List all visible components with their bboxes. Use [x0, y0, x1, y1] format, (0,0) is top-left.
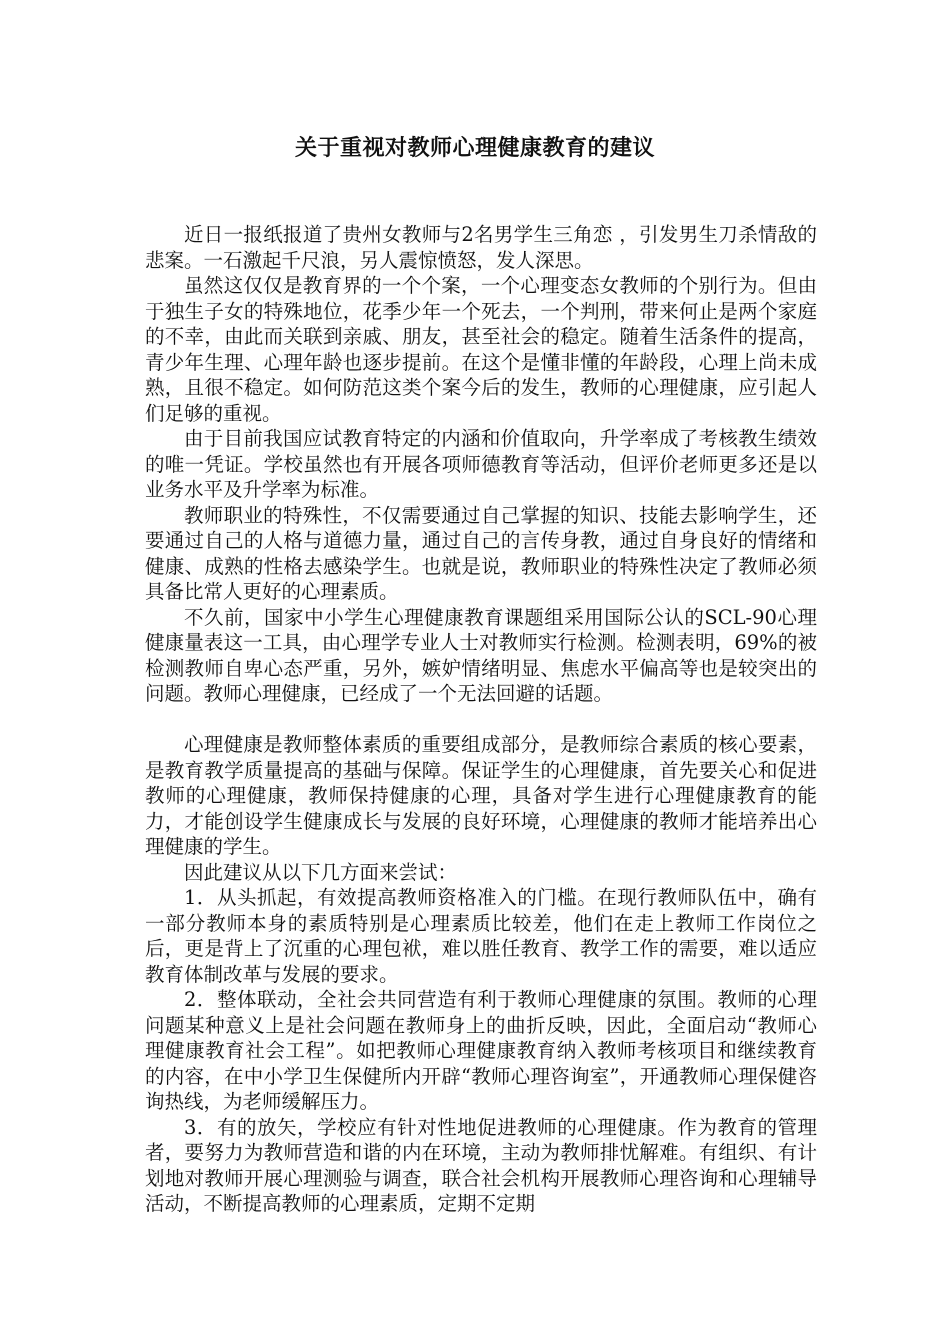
paragraph-case: 虽然这仅仅是教育界的一个个案，一个心理变态女教师的个别行为。但由于独生子女的特殊地位，花季少年一个死去，一个判刑，带来何止是两个家庭的不幸，由此而关联到亲戚、朋友，甚至社会的稳定。随着生活条件的提高，青少年生理、心理年龄也逐步提前。在这个是懂非懂的年龄段，心理上尚未成熟，且很不稳定。如何防范这类个案今后的发生，教师的心理健康，应引起人们足够的重视。 [145, 274, 817, 425]
paragraph-importance: 心理健康是教师整体素质的重要组成部分，是教师综合素质的核心要素，是教育教学质量提高的基础与保障。保证学生的心理健康，首先要关心和促进教师的心理健康，教师保持健康的心理，具备对学生进行心理健康教育的能力，才能创设学生健康成长与发展的良好环境，心理健康的教师才能培养出心理健康的学生。 [145, 733, 817, 858]
document-body [145, 222, 817, 1217]
paragraph-suggestion-1: 1．从头抓起，有效提高教师资格准入的门槛。在现行教师队伍中，确有一部分教师本身的素质特别是心理素质比较差，他们在走上教师工作岗位之后，更是背上了沉重的心理包袱，难以胜任教育、教学工作的需要，难以适应教育体制改革与发展的要求。 [145, 886, 817, 986]
paragraph-suggestion-3: 3．有的放矢，学校应有针对性地促进教师的心理健康。作为教育的管理者，要努力为教师营造和谐的内在环境，主动为教师排忧解难。有组织、有计划地对教师开展心理测验与调查，联合社会机构开展教师心理咨询和心理辅导活动，不断提高教师的心理素质，定期不定期 [145, 1115, 817, 1215]
paragraph-profession: 教师职业的特殊性，不仅需要通过自己掌握的知识、技能去影响学生，还要通过自己的人格与道德力量，通过自己的言传身教，通过自身良好的情绪和健康、成熟的性格去感染学生。也就是说，教师职业的特殊性决定了教师必须具备比常人更好的心理素质。 [145, 503, 817, 603]
paragraph-exam-orientation: 由于目前我国应试教育特定的内涵和价值取向，升学率成了考核教生绩效的唯一凭证。学校虽然也有开展各项师德教育等活动，但评价老师更多还是以业务水平及升学率为标准。 [145, 427, 817, 501]
paragraph-suggestions-intro: 因此建议从以下几方面来尝试： [184, 860, 458, 884]
document-title: 关于重视对教师心理健康教育的建议 [294, 136, 655, 161]
paragraph-intro: 近日一报纸报道了贵州女教师与2名男学生三角恋 ，引发男生刀杀情敌的悲案。一石激起千尺浪，另人震惊愤怒，发人深思。 [145, 223, 817, 272]
paragraph-spacer [145, 707, 817, 733]
paragraph-survey: 不久前，国家中小学生心理健康教育课题组采用国际公认的SCL-90心理健康量表这一工具，由心理学专业人士对教师实行检测。检测表明，69%的被检测教师自卑心态严重，另外，嫉妒情绪明显、焦虑水平偏高等也是较突出的问题。教师心理健康，已经成了一个无法回避的话题。 [145, 605, 817, 705]
paragraph-suggestion-2: 2．整体联动，全社会共同营造有利于教师心理健康的氛围。教师的心理问题某种意义上是社会问题在教师身上的曲折反映，因此，全面启动“教师心理健康教育社会工程”。如把教师心理健康教育纳入教师考核项目和继续教育的内容，在中小学卫生保健所内开辟“教师心理咨询室”，开通教师心理保健咨询热线，为老师缓解压力。 [145, 988, 817, 1113]
